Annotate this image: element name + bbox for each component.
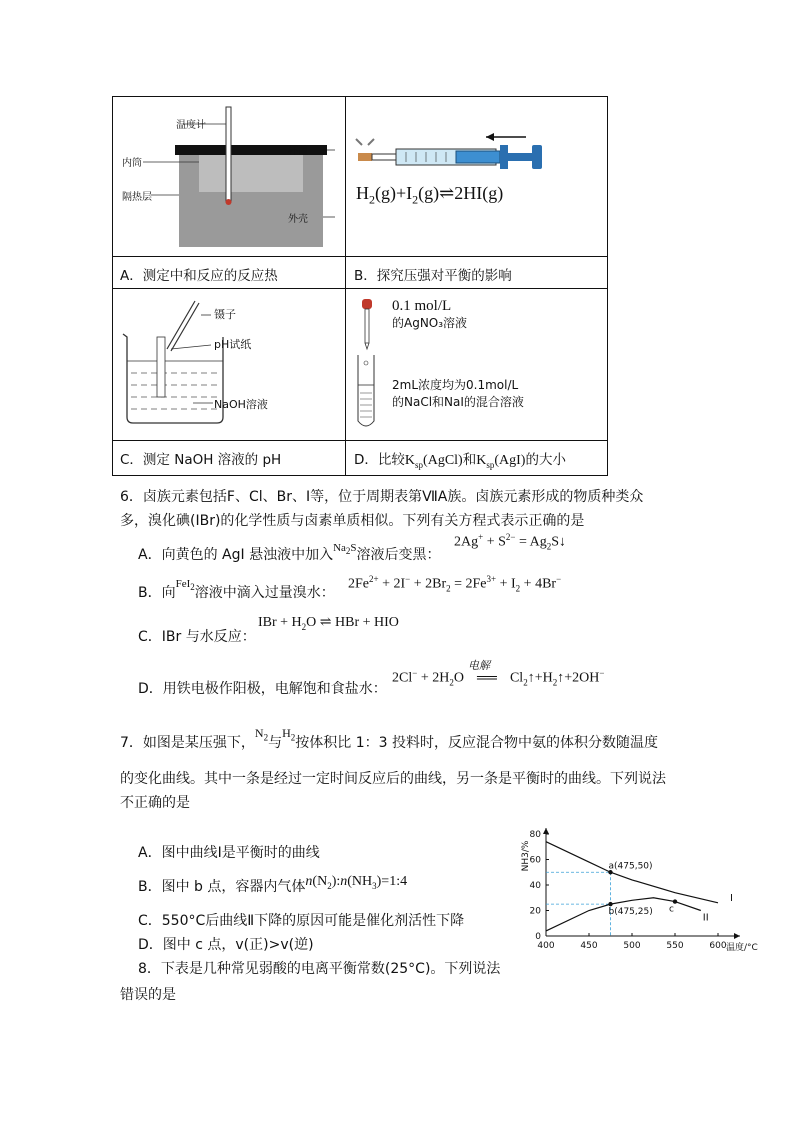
q7-option-b: B．图中 b 点，容器内气体$n(N_2):n(NH_3)=1:4$ (138, 874, 408, 895)
inner-cylinder-label: 内筒 (122, 158, 142, 169)
x-tick-label: 450 (580, 941, 598, 951)
outer-shell-label: 外壳 (288, 214, 308, 225)
y-tick-label: 60 (529, 855, 541, 866)
ph-paper-label: pH试纸 (214, 338, 252, 351)
q6-a-equation: $2Ag^+ + S^{2-}$ = $Ag_2S↓$ (454, 532, 566, 552)
x-tick-label: 500 (623, 941, 641, 951)
y-tick-label: 40 (529, 881, 541, 891)
q7-stem-line1: 7．如图是某压强下，$N_2$与$H_2$按体积比 1：3 投料时，反应混合物中氨的体积分数随温度 (120, 726, 658, 751)
naoh-solution-label: NaOH溶液 (214, 398, 268, 411)
q7-stem-line3: 不正确的是 (120, 795, 190, 811)
agno3-solution-label: 的AgNO₃溶液 (392, 316, 468, 330)
table-divider-3 (112, 440, 608, 441)
nh3-temperature-chart (500, 820, 770, 970)
caption-d: D．比较$K_{sp}(AgCl)$和$K_{sp}(AgI)$的大小 (354, 452, 566, 470)
insulation-label: 隔热层 (122, 192, 152, 203)
annotation-label-3: c (669, 904, 674, 915)
q6-stem-line2: 多，溴化碘(IBr)的化学性质与卤素单质相似。下列有关方程式表示正确的是 (120, 513, 585, 529)
precipitation-diagram (346, 289, 608, 440)
q6-option-a: A．向黄色的 AgI 悬浊液中加入$^{Na_2S}$溶液后变黑： (138, 542, 441, 563)
q6-c-equation: IBr + $H_2O$ ⇌ HBr + HIO (258, 615, 399, 632)
q6-d-equation: $2Cl^- + 2H_2O$ 电解 ══ $Cl_2↑+H_2↑+2OH^-$ (392, 658, 605, 688)
x-tick-label: 550 (666, 941, 684, 951)
x-axis-label: 温度/°C (726, 943, 758, 953)
q6-option-b: B．向$^{FeI_2}$溶液中滴入过量溴水： (138, 578, 335, 601)
q8-stem-line2: 错误的是 (120, 987, 176, 1003)
q6-option-c: C．IBr 与水反应： (138, 629, 256, 645)
y-tick-label: 80 (529, 830, 541, 840)
caption-b: B．探究压强对平衡的影响 (354, 268, 512, 284)
agno3-concentration: 0.1 mol/L (392, 298, 452, 314)
tweezers-label: 镊子 (214, 308, 236, 321)
calorimeter-diagram (113, 97, 345, 256)
x-axis-arrow (734, 933, 740, 939)
q7-option-d: D．图中 c 点，v(正)>v(逆) (138, 937, 314, 953)
hi-equilibrium-equation: $H_2(g)+I_2(g)\rightleftharpoons 2HI(g)$ (356, 183, 504, 207)
q7-stem-line2: 的变化曲线。其中一条是经过一定时间反应后的曲线，另一条是平衡时的曲线。下列说法 (120, 771, 666, 787)
caption-a: A．测定中和反应的反应热 (120, 268, 278, 284)
syringe-diagram (346, 97, 608, 256)
annotation-label-1: a(475,50) (608, 861, 653, 872)
series-label-1: I (730, 892, 733, 904)
q8-stem-line1: 8．下表是几种常见弱酸的电离平衡常数(25°C)。下列说法 (138, 961, 501, 977)
annotation-label-2: b(475,25) (608, 907, 653, 918)
x-tick-label: 600 (709, 941, 727, 951)
y-tick-label: 0 (535, 932, 541, 942)
mixture-concentration-label: 2mL浓度均为0.1mol/L (392, 378, 519, 392)
x-tick-label: 400 (537, 941, 555, 951)
thermometer-label: 温度计 (176, 120, 206, 131)
series-label-2: II (702, 912, 709, 924)
y-axis-arrow (543, 828, 549, 834)
q6-b-equation: $2Fe^{2+} + 2I^- + 2Br_2 = 2Fe^{3+} + I_2 + 4Br^-$ (348, 574, 562, 594)
y-tick-label: 20 (529, 906, 541, 917)
caption-c: C．测定 NaOH 溶液的 pH (120, 452, 282, 468)
mixture-solution-label: 的NaCl和NaI的混合溶液 (392, 395, 524, 409)
q6-stem-line1: 6．卤族元素包括F、Cl、Br、I等，位于周期表第ⅦA族。卤族元素形成的物质种类众 (120, 489, 644, 505)
y-axis-label: NH3/% (521, 840, 531, 872)
q7-option-c: C．550°C后曲线Ⅱ下降的原因可能是催化剂活性下降 (138, 913, 465, 929)
annotation-point-3 (673, 899, 677, 903)
annotation-point-2 (608, 902, 612, 906)
lid-label: 杯盖 (288, 146, 308, 157)
q7-option-a: A．图中曲线Ⅰ是平衡时的曲线 (138, 845, 320, 861)
q6-option-d: D．用铁电极作阳极，电解饱和食盐水： (138, 681, 387, 697)
table-divider-1 (112, 256, 608, 257)
